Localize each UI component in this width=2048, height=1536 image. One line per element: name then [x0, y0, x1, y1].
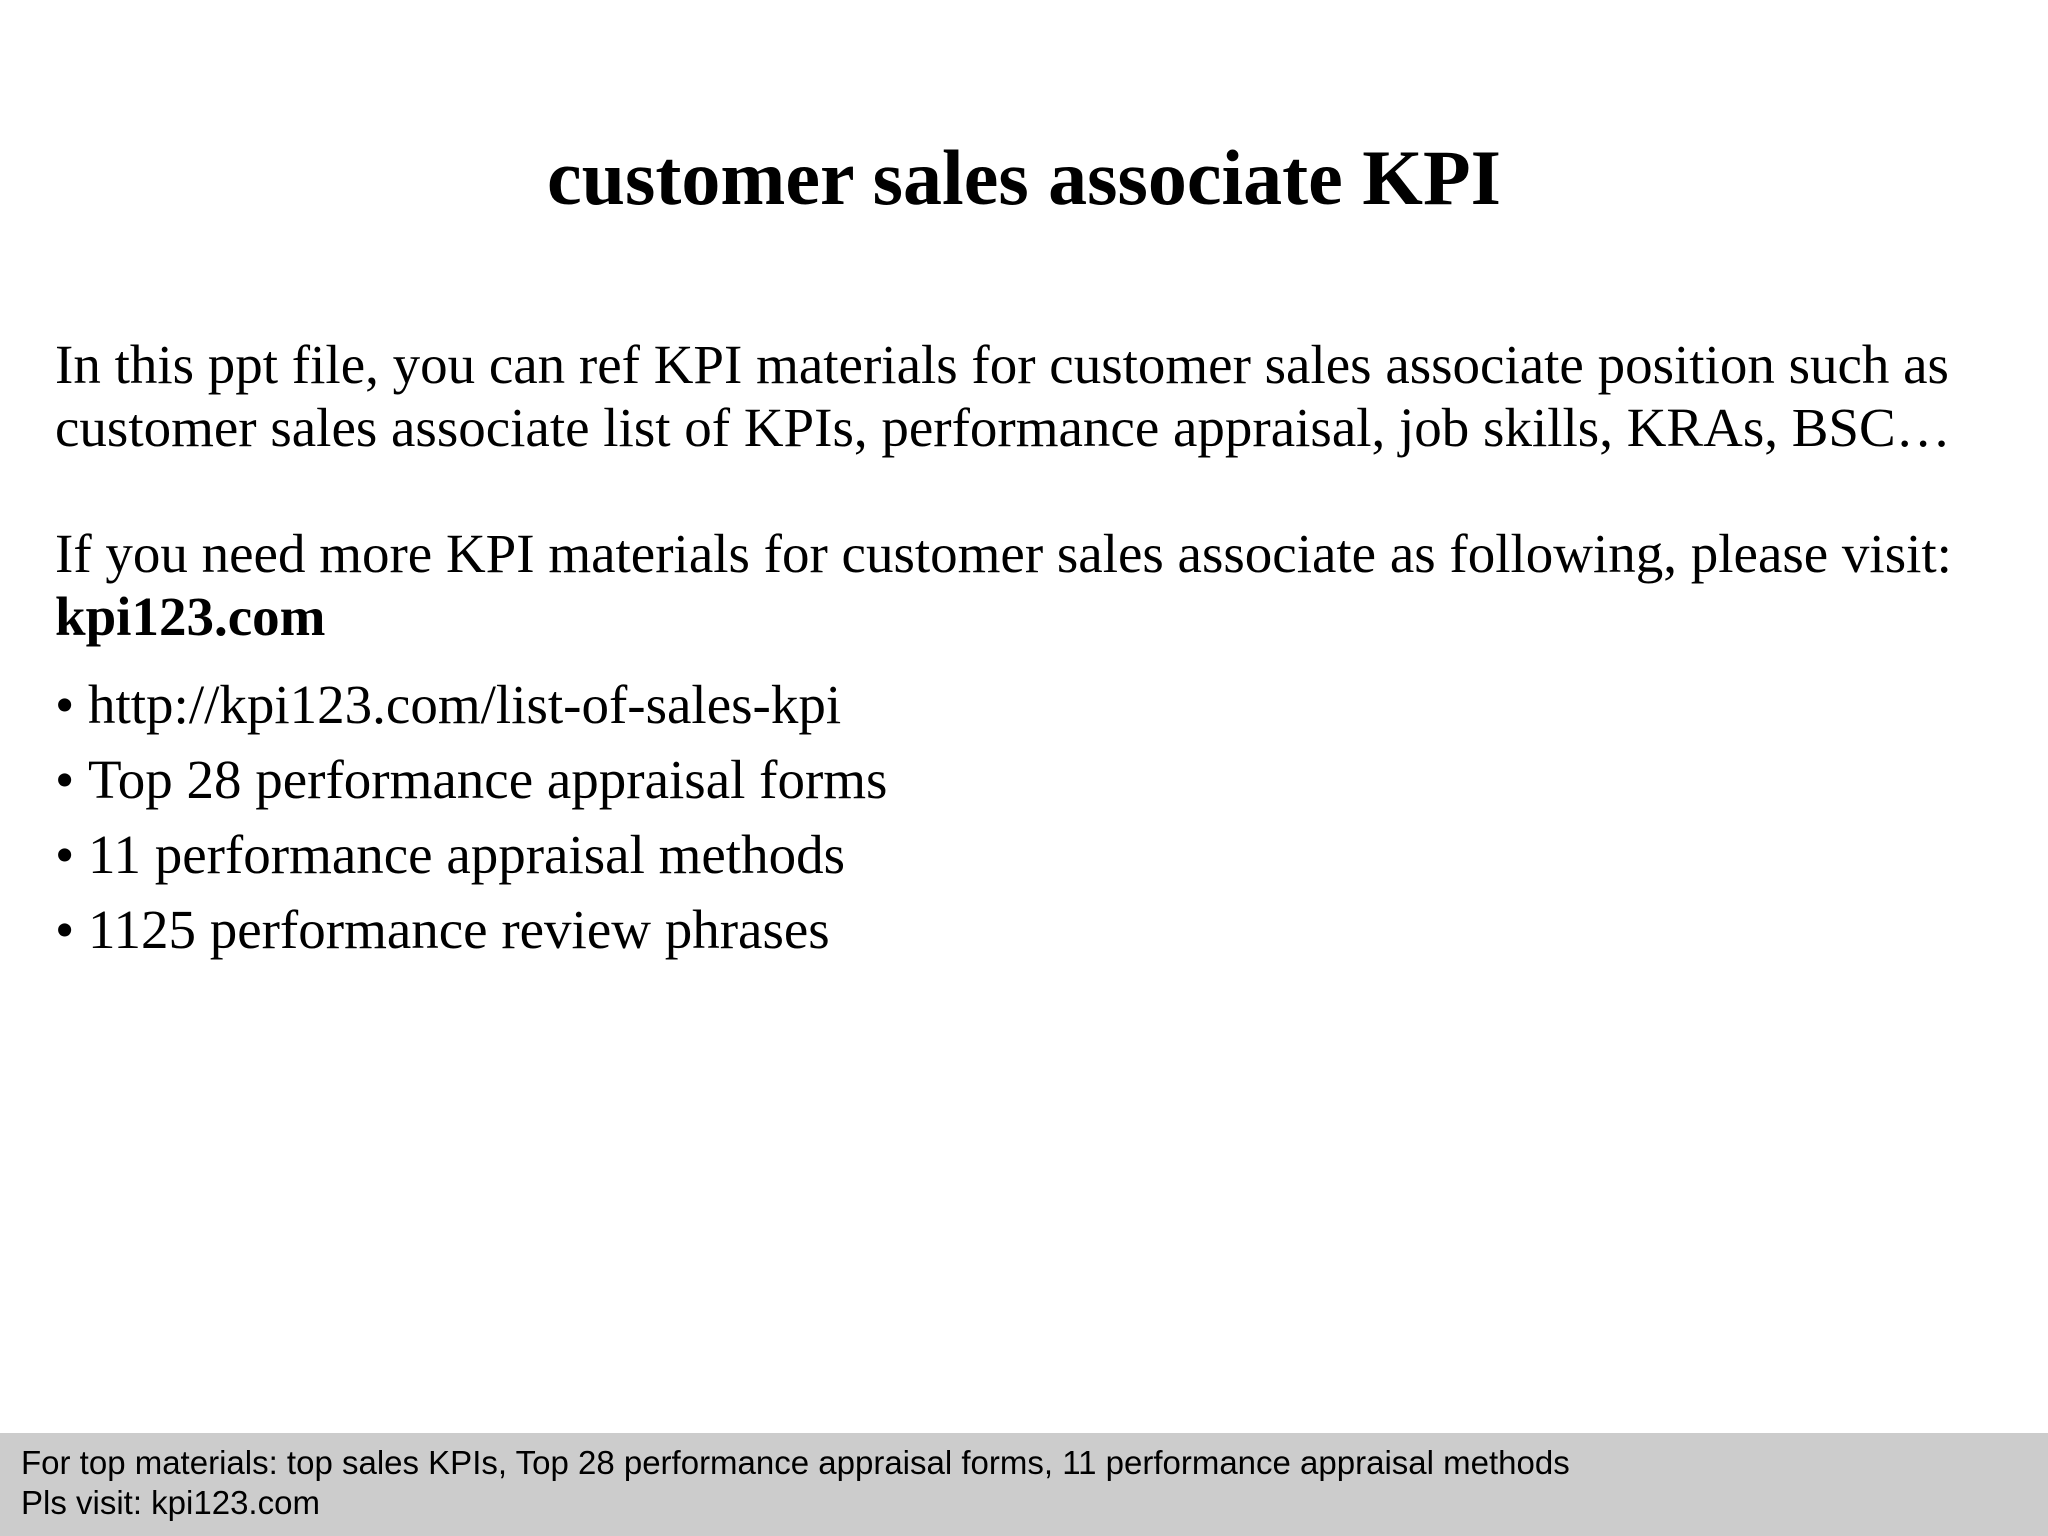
bullet-marker: • — [55, 674, 75, 735]
list-item-text[interactable]: http://kpi123.com/list-of-sales-kpi — [88, 674, 842, 735]
footer-line-1: For top materials: top sales KPIs, Top 28 performance appraisal forms, 11 performance appraisal methods — [21, 1444, 1570, 1481]
materials-list — [55, 667, 2015, 967]
list-item-text: 11 performance appraisal methods — [88, 824, 845, 885]
footer-line-2: Pls visit: kpi123.com — [21, 1484, 320, 1521]
list-item — [55, 742, 2015, 817]
list-item — [55, 892, 2015, 967]
bullet-marker: • — [55, 824, 75, 885]
slide-body — [55, 333, 2015, 967]
visit-paragraph — [55, 522, 2015, 648]
list-item-text: 1125 performance review phrases — [88, 899, 830, 960]
kpi123-link[interactable]: kpi123.com — [55, 586, 326, 647]
slide-title: customer sales associate KPI — [547, 134, 1501, 221]
footer-bar — [0, 1433, 2048, 1536]
bullet-marker: • — [55, 749, 75, 810]
intro-paragraph: In this ppt file, you can ref KPI materials for customer sales associate position such as customer sales associate list of KPIs, performance appraisal, job skills, KRAs, BSC… — [55, 334, 1951, 458]
list-item — [55, 667, 2015, 742]
list-item — [55, 817, 2015, 892]
list-item-text: Top 28 performance appraisal forms — [88, 749, 888, 810]
visit-paragraph-text: If you need more KPI materials for customer sales associate as following, please visit: — [55, 523, 1952, 584]
bullet-marker: • — [55, 899, 75, 960]
